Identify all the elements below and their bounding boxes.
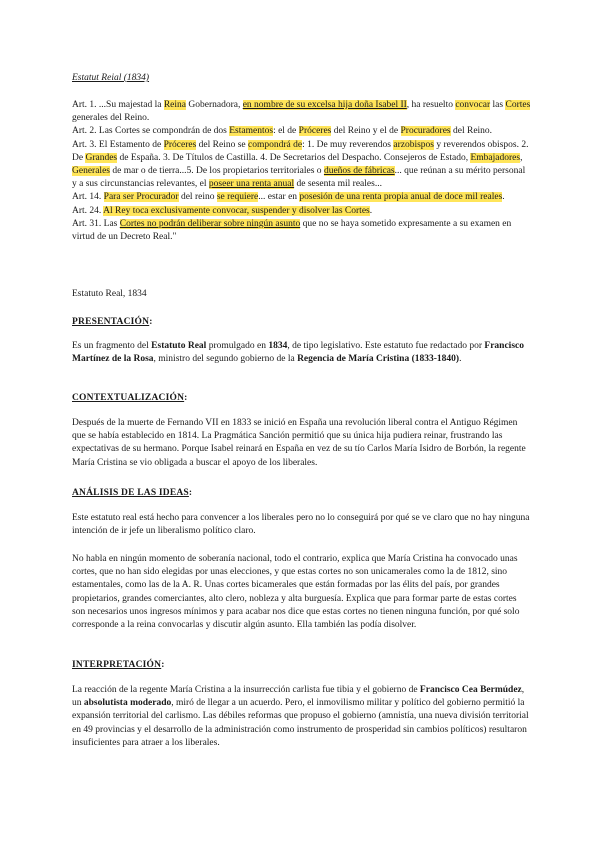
heading-analisis: ANÁLISIS DE LAS IDEAS: (72, 488, 193, 498)
article-1: Art. 1. ...Su majestad la Reina Gobernadora, en nombre de su excelsa hija doña Isabel II, ha resuelto convocar las Cortes generales del Reino. (72, 100, 531, 124)
article-24: Art. 24. Al Rey toca exclusivamente convocar, suspender y disolver las Cortes. (72, 205, 373, 216)
heading-contextualizacion: CONTEXTUALIZACIÓN: (72, 393, 188, 403)
analisis-paragraph-1: Este estatuto real está hecho para convencer a los liberales pero no lo conseguirá por qué se ve claro que no hay ninguna intención de ir jefe un liberalismo político claro. (72, 513, 530, 537)
article-14: Art. 14. Para ser Procurador del reino se requiere... estar en posesión de una renta propia anual de doce mil reales. (72, 192, 505, 203)
interpretacion-paragraph: La reacción de la regente María Cristina a la insurrección carlista fue tibia y el gobierno de Francisco Cea Bermúdez, un absolutista moderado, miró de llegar a un acuerdo. Pero, el inmovilismo militar y político del gobierno permitió la expansión territorial del carlismo. Las débiles reformas que propuso el gobierno (amnistía, una nueva división territorial en 49 provincias y el desarrollo de la administración como instrumento de prosperidad sin cambios políticos) resultaron insuficientes para atraer a los liberales. (72, 685, 529, 748)
articles-block (72, 99, 532, 244)
heading-interpretacion: INTERPRETACIÓN: (72, 660, 165, 670)
analisis-paragraph-2: No habla en ningún momento de soberanía nacional, todo el contrario, explica que María Cristina ha convocado unas cortes, que no han sido elegidas por unas elecciones, y que estas cortes no son unicamerales como la de 1812, sino estamentales, como las de la A. R. Unas cortes bicamerales que están formadas por las élits del país, por grandes propietarios, grandes comerciantes, alto clero, nobleza y alta burguesía. Explica que para formar parte de estas cortes son necesarios unos ingresos mínimos y para acabar nos dice que estas cortes no tienen ninguna función, por qué solo corresponde a la reina convocarlas y discutir algún asunto. Ella también las podía disolver. (72, 554, 520, 631)
presentacion-paragraph: Es un fragmento del Estatuto Real promulgado en 1834, de tipo legislativo. Este estatuto fue redactado por Francisco Martínez de la Rosa, ministro del segundo gobierno de la Regencia de María Cristina (1833-1840). (72, 341, 524, 365)
article-2: Art. 2. Las Cortes se compondrán de dos Estamentos: el de Próceres del Reino y el de Procuradores del Reino. (72, 126, 493, 137)
heading-presentacion: PRESENTACIÓN: (72, 317, 153, 327)
contextualizacion-paragraph: Después de la muerte de Fernando VII en 1833 se inició en España una revolución liberal contra el Antiguo Régimen que se había establecido en 1814. La Pragmática Sanción permitió que su única hija pudiera reinar, frustrando las expectativas de su hermano. Porque Isabel reinará en España en vez de su tío Carlos María Isidro de Borbón, la regente María Cristina se vio obligada a buscar el apoyo de los liberales. (72, 418, 526, 468)
article-31: Art. 31. Las Cortes no podrán deliberar sobre ningún asunto que no se haya sometido expresamente a su examen en virtud de un Decreto Real." (72, 218, 512, 243)
article-3: Art. 3. El Estamento de Próceres del Reino se compondrá de: 1. De muy reverendos arzobispos y reverendos obispos. 2. De Grandes de España. 3. De Títulos de Castilla. 4. De Secretarios del Despacho. Consejeros de Estado, Embajadores, Generales de mar o de tierra...5. De los propietarios territoriales o dueños de fábricas... que reúnan a su mérito personal y a sus circunstancias relevantes, el poseer una renta anual de sesenta mil reales... (72, 139, 529, 190)
doc-title: Estatut Reial (1834) (72, 73, 150, 83)
source-line: Estatuto Real, 1834 (72, 289, 147, 299)
